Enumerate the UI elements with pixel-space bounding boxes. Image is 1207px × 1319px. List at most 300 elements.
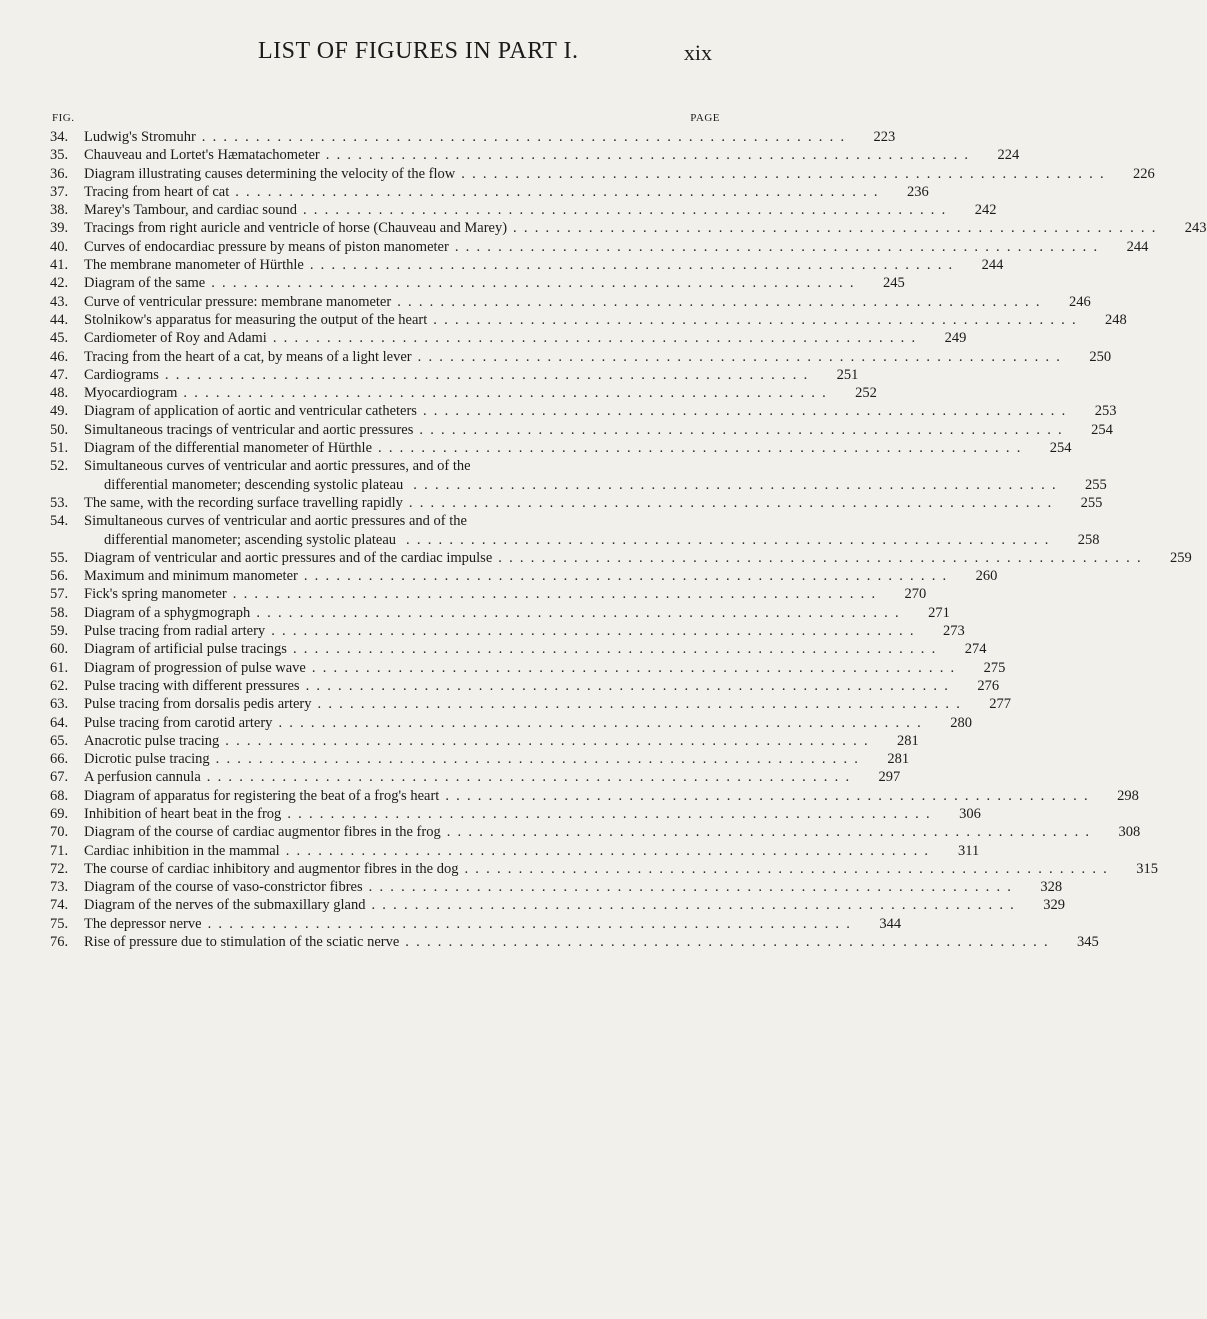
dot-leader: ............................................................: [433, 311, 1083, 328]
figure-entry-body: [84, 677, 999, 695]
figure-title-line: [84, 421, 1113, 439]
figure-number: 69.: [50, 805, 69, 822]
figure-entry: [50, 256, 1004, 274]
figure-entry: [50, 457, 1107, 494]
figure-entry: [50, 695, 1012, 713]
figure-entry: [50, 366, 859, 384]
figure-number: 47.: [50, 366, 69, 383]
figure-entry: [50, 659, 1006, 677]
figure-number: 66.: [50, 751, 69, 768]
figure-entry-body: [84, 512, 1100, 549]
dot-leader: ............................................................: [303, 568, 954, 585]
figure-title-line: [84, 622, 965, 640]
figure-title-line: [84, 165, 1155, 183]
figure-title: Pulse tracing with different pressures: [84, 677, 300, 694]
figure-number: 46.: [50, 348, 69, 365]
figure-page-ref: 246: [1068, 293, 1091, 310]
figure-page-ref: 255: [1085, 476, 1107, 493]
figure-page-ref: 306: [959, 805, 981, 822]
figure-title-line: [84, 531, 1100, 549]
figure-page-ref: 311: [958, 842, 980, 859]
figure-entry: [50, 823, 1141, 841]
figure-page-ref: 297: [878, 769, 901, 786]
dot-leader: ............................................................: [287, 805, 937, 822]
figure-number: 74.: [50, 897, 69, 914]
figure-title: Diagram of the same: [84, 275, 206, 292]
figure-page-ref: 254: [1091, 421, 1113, 438]
dot-leader: ............................................................: [206, 769, 857, 786]
figure-entry: [50, 842, 980, 860]
figure-entry-body: [84, 842, 979, 860]
figure-number: 61.: [50, 659, 69, 676]
figure-title-line: [84, 219, 1207, 237]
figure-entry: [50, 183, 929, 201]
dot-leader: ............................................................: [498, 549, 1148, 566]
figure-entry-body: [84, 878, 1062, 896]
figure-entry: [50, 549, 1192, 567]
figure-number: 38.: [50, 202, 69, 219]
figure-number: 53.: [50, 494, 69, 511]
dot-leader: ............................................................: [164, 366, 815, 383]
figure-number: 45.: [50, 330, 69, 347]
figure-page-ref: 251: [836, 366, 859, 383]
figure-page-ref: 274: [964, 641, 987, 658]
figure-number: 52.: [50, 458, 69, 475]
figure-title: Diagram of the course of vaso-constrictor fibres: [84, 879, 363, 896]
figure-number: 42.: [50, 275, 69, 292]
figure-number: 71.: [50, 842, 69, 859]
dot-leader: ............................................................: [235, 183, 885, 200]
figure-title: Diagram of progression of pulse wave: [84, 659, 306, 676]
figure-title: A perfusion cannula: [84, 769, 201, 786]
figure-entry: [50, 604, 950, 622]
figure-number: 72.: [50, 860, 69, 877]
figure-entry: [50, 933, 1099, 951]
dot-leader: ............................................................: [378, 440, 1028, 457]
figure-title-line: [84, 311, 1127, 329]
dot-leader: ............................................................: [397, 293, 1047, 310]
figure-title-line: [84, 695, 1011, 713]
dot-leader: ............................................................: [225, 732, 875, 749]
figure-title-line: [84, 915, 901, 933]
figure-page-ref: 271: [928, 604, 950, 621]
figure-number: 62.: [50, 677, 69, 694]
figure-title: Dicrotic pulse tracing: [84, 751, 210, 768]
figure-entry-body: [84, 421, 1113, 439]
figure-title-line: [84, 476, 1107, 494]
figure-entry-body: [84, 219, 1207, 237]
figure-entry: [50, 219, 1207, 237]
figure-page-ref: 276: [977, 677, 1000, 694]
figure-title: Fick's spring manometer: [84, 586, 227, 603]
figure-entry: [50, 585, 927, 603]
dot-leader: ............................................................: [272, 330, 923, 347]
figure-page-ref: 250: [1089, 348, 1112, 365]
figure-entry-body: [84, 787, 1139, 805]
figure-list: [50, 128, 1207, 951]
figure-title-line: [84, 457, 1107, 475]
figure-title: Diagram of the nerves of the submaxillary gland: [84, 897, 366, 914]
dot-leader: ............................................................: [211, 275, 861, 292]
dot-leader: ............................................................: [422, 403, 1073, 420]
figure-entry-body: [84, 366, 858, 384]
figure-number: 67.: [50, 769, 69, 786]
figure-page-ref: 224: [997, 147, 1020, 164]
dot-leader: ............................................................: [454, 238, 1105, 255]
figure-number: 70.: [50, 824, 69, 841]
figure-number: 76.: [50, 934, 69, 951]
figure-entry: [50, 677, 1000, 695]
figure-entry: [50, 714, 972, 732]
figure-title-line: [84, 604, 950, 622]
figure-number: 60.: [50, 641, 69, 658]
figure-page-ref: 236: [906, 183, 929, 200]
dot-leader: ............................................................: [513, 220, 1163, 237]
figure-page-ref: 298: [1117, 787, 1139, 804]
figure-page-ref: 260: [975, 568, 998, 585]
figure-number: 64.: [50, 714, 69, 731]
figure-title: Cardiac inhibition in the mammal: [84, 842, 280, 859]
figure-entry-body: [84, 238, 1148, 256]
figure-title-line: [84, 439, 1072, 457]
figure-title-line: [84, 146, 1019, 164]
figure-number: 43.: [50, 293, 69, 310]
figure-title: Tracing from heart of cat: [84, 183, 230, 200]
figure-title-line: [84, 878, 1062, 896]
figure-title: Diagram of the course of cardiac augmentor fibres in the frog: [84, 824, 441, 841]
figure-entry: [50, 201, 997, 219]
dot-leader: ............................................................: [232, 586, 883, 603]
dot-leader: ............................................................: [408, 494, 1059, 511]
figure-entry-body: [84, 823, 1140, 841]
dot-leader: ............................................................: [207, 915, 858, 932]
figure-title-line: [84, 348, 1111, 366]
figure-entry-body: [84, 768, 900, 786]
figure-entry: [50, 768, 901, 786]
dot-leader: ............................................................: [215, 751, 866, 768]
running-head-title: LIST OF FIGURES IN PART I.: [258, 38, 579, 64]
dot-leader: ............................................................: [325, 147, 976, 164]
figure-title-line: [84, 402, 1116, 420]
figure-title-line: [84, 659, 1005, 677]
figure-entry-body: [84, 183, 929, 201]
figure-page-ref: 315: [1136, 860, 1158, 877]
figure-page-ref: 328: [1040, 879, 1063, 896]
figure-entry-body: [84, 165, 1155, 183]
figure-title-line: [84, 238, 1148, 256]
figure-number: 55.: [50, 549, 69, 566]
figure-entry: [50, 512, 1100, 549]
dot-leader: ............................................................: [278, 714, 928, 731]
figure-page-ref: 345: [1077, 934, 1099, 951]
figure-title: differential manometer; ascending systolic plateau: [104, 531, 397, 548]
figure-entry: [50, 787, 1139, 805]
figure-entry: [50, 348, 1112, 366]
figure-title-line: [84, 567, 997, 585]
dot-leader: ............................................................: [285, 842, 936, 859]
figure-entry-body: [84, 128, 895, 146]
figure-title-line: [84, 860, 1158, 878]
dot-leader: ............................................................: [445, 787, 1095, 804]
figure-number: 48.: [50, 385, 69, 402]
figure-entry: [50, 274, 905, 292]
figure-title: Rise of pressure due to stimulation of the sciatic nerve: [84, 934, 400, 951]
figure-entry: [50, 750, 910, 768]
figure-title-line: [84, 329, 966, 347]
dot-leader: ............................................................: [201, 129, 852, 145]
figure-entry: [50, 293, 1091, 311]
figure-entry: [50, 805, 981, 823]
figure-title-line: [84, 549, 1192, 567]
figure-entry-body: [84, 384, 877, 402]
figure-number: 63.: [50, 696, 69, 713]
figure-page-ref: 244: [981, 257, 1004, 274]
figure-title-line: [84, 933, 1099, 951]
figure-page-ref: 249: [944, 330, 967, 347]
figure-title-line: [84, 750, 909, 768]
figure-title-line: [84, 823, 1140, 841]
dot-leader: ............................................................: [405, 934, 1055, 951]
figure-page-ref: 248: [1105, 311, 1127, 328]
figure-title: Tracing from the heart of a cat, by means of a light lever: [84, 348, 412, 365]
figure-page-ref: 281: [897, 732, 919, 749]
figure-page-ref: 253: [1094, 403, 1117, 420]
figure-title: Inhibition of heart beat in the frog: [84, 805, 282, 822]
figure-entry: [50, 878, 1063, 896]
figure-title-line: [84, 384, 877, 402]
figure-title: Pulse tracing from carotid artery: [84, 714, 273, 731]
figure-entry: [50, 896, 1065, 914]
figure-entry-body: [84, 402, 1116, 420]
figure-title: Simultaneous tracings of ventricular and aortic pressures: [84, 421, 414, 438]
figure-entry: [50, 311, 1127, 329]
figure-title: Diagram illustrating causes determining the velocity of the flow: [84, 165, 456, 182]
dot-leader: ............................................................: [292, 641, 943, 658]
figure-title: Cardiometer of Roy and Adami: [84, 330, 267, 347]
figure-title-line: [84, 183, 929, 201]
figure-title: Cardiograms: [84, 366, 159, 383]
figure-entry-body: [84, 604, 950, 622]
figure-page-ref: 308: [1118, 824, 1141, 841]
figure-number: 65.: [50, 732, 69, 749]
figure-entry: [50, 439, 1072, 457]
figure-title-line: [84, 256, 1003, 274]
figure-entry-body: [84, 695, 1011, 713]
figure-page-ref: 243: [1184, 220, 1207, 237]
dot-leader: ............................................................: [311, 659, 962, 676]
dot-leader: ............................................................: [461, 165, 1111, 182]
figure-title-line: [84, 732, 919, 750]
figure-title: Stolnikow's apparatus for measuring the output of the heart: [84, 311, 428, 328]
figure-page-ref: 273: [942, 623, 965, 640]
figure-title: Marey's Tambour, and cardiac sound: [84, 202, 297, 219]
figure-number: 68.: [50, 787, 69, 804]
figure-page-ref: 244: [1126, 238, 1149, 255]
figure-title: Pulse tracing from dorsalis pedis artery: [84, 696, 312, 713]
dot-leader: ............................................................: [446, 824, 1097, 841]
figure-page-ref: 259: [1170, 549, 1192, 566]
figure-title-line: [84, 512, 1100, 530]
figure-title: Pulse tracing from radial artery: [84, 623, 266, 640]
figure-number: 49.: [50, 403, 69, 420]
figure-page-ref: 258: [1077, 531, 1100, 548]
figure-entry-body: [84, 750, 909, 768]
figure-title: Tracings from right auricle and ventricle of horse (Chauveau and Marey): [84, 220, 508, 237]
figure-page-ref: 255: [1080, 494, 1103, 511]
figure-title: Ludwig's Stromuhr: [84, 129, 196, 145]
fig-column-heading: FIG.: [52, 112, 75, 124]
figure-page-ref: 254: [1049, 440, 1072, 457]
figure-title: Diagram of a sphygmograph: [84, 604, 251, 621]
figure-entry-body: [84, 549, 1192, 567]
figure-entry-body: [84, 439, 1072, 457]
figure-title-line: [84, 585, 926, 603]
dot-leader: ............................................................: [271, 623, 921, 640]
figure-title: Maximum and minimum manometer: [84, 568, 298, 585]
figure-page-ref: 245: [882, 275, 905, 292]
figure-entry-body: [84, 494, 1102, 512]
figure-page-ref: 252: [855, 385, 877, 402]
figure-title-line: [84, 128, 895, 146]
figure-entry: [50, 165, 1155, 183]
dot-leader: ............................................................: [317, 696, 968, 713]
figure-entry: [50, 494, 1103, 512]
dot-leader: ............................................................: [302, 202, 953, 219]
figure-number: 56.: [50, 568, 69, 585]
figure-entry-body: [84, 311, 1127, 329]
figure-entry-body: [84, 293, 1091, 311]
figure-entry-body: [84, 915, 901, 933]
figure-page-ref: 223: [873, 129, 896, 145]
figure-page-ref: 277: [989, 696, 1012, 713]
figure-title-line: [84, 842, 979, 860]
dot-leader: ............................................................: [464, 860, 1114, 877]
figure-entry-body: [84, 640, 986, 658]
dot-leader: ............................................................: [371, 897, 1021, 914]
figure-entry: [50, 915, 902, 933]
figure-entry-body: [84, 896, 1065, 914]
figure-number: 51.: [50, 440, 69, 457]
figure-number: 57.: [50, 586, 69, 603]
figure-title: Diagram of ventricular and aortic pressures and of the cardiac impulse: [84, 549, 493, 566]
figure-title-line: [84, 787, 1139, 805]
figure-title: Myocardiogram: [84, 385, 178, 402]
figure-page-ref: 344: [879, 915, 902, 932]
figure-title-line: [84, 768, 900, 786]
figure-title: Curve of ventricular pressure: membrane manometer: [84, 293, 392, 310]
figure-title: The same, with the recording surface travelling rapidly: [84, 494, 403, 511]
figure-title: The depressor nerve: [84, 915, 202, 932]
figure-entry: [50, 238, 1149, 256]
figure-number: 37.: [50, 183, 69, 200]
figure-entry: [50, 128, 896, 146]
figure-number: 50.: [50, 421, 69, 438]
figure-entry: [50, 567, 998, 585]
figure-title: Diagram of apparatus for registering the beat of a frog's heart: [84, 787, 440, 804]
figure-title: Chauveau and Lortet's Hæmatachometer: [84, 147, 320, 164]
figure-title: Diagram of application of aortic and ventricular catheters: [84, 403, 417, 420]
figure-number: 75.: [50, 915, 69, 932]
figure-entry-body: [84, 567, 997, 585]
figure-entry: [50, 329, 967, 347]
figure-entry: [50, 384, 877, 402]
dot-leader: ............................................................: [183, 385, 833, 402]
figure-page-ref: 329: [1043, 897, 1065, 914]
figure-title: Simultaneous curves of ventricular and aortic pressures and of the: [84, 513, 467, 530]
figure-page-ref: 280: [950, 714, 972, 731]
figure-number: 58.: [50, 604, 69, 621]
figure-entry-body: [84, 256, 1003, 274]
figure-title: Diagram of artificial pulse tracings: [84, 641, 287, 658]
dot-leader: ............................................................: [256, 604, 906, 621]
figure-entry-body: [84, 933, 1099, 951]
figure-title: Simultaneous curves of ventricular and aortic pressures, and of the: [84, 458, 471, 475]
figure-title-line: [84, 896, 1065, 914]
figure-number: 40.: [50, 238, 69, 255]
figure-number: 54.: [50, 513, 69, 530]
figure-entry: [50, 732, 919, 750]
figure-entry-body: [84, 329, 966, 347]
figure-title-line: [84, 677, 999, 695]
figure-title-line: [84, 201, 996, 219]
dot-leader: ............................................................: [309, 257, 960, 274]
figure-page-ref: 242: [974, 202, 997, 219]
figure-entry-body: [84, 659, 1005, 677]
dot-leader: ............................................................: [406, 531, 1056, 548]
figure-title-line: [84, 805, 981, 823]
figure-title-line: [84, 366, 858, 384]
figure-title-line: [84, 714, 972, 732]
figure-number: 73.: [50, 879, 69, 896]
dot-leader: ............................................................: [419, 421, 1069, 438]
figure-entry-body: [84, 585, 926, 603]
dot-leader: ............................................................: [413, 476, 1063, 493]
figure-title: The course of cardiac inhibitory and augmentor fibres in the dog: [84, 860, 459, 877]
figure-entry-body: [84, 274, 905, 292]
figure-entry-body: [84, 146, 1019, 164]
figure-entry-body: [84, 201, 996, 219]
figure-title: differential manometer; descending systolic plateau: [104, 476, 404, 493]
figure-entry-body: [84, 457, 1107, 494]
figure-entry-body: [84, 805, 981, 823]
figure-entry-body: [84, 348, 1111, 366]
figure-title-line: [84, 640, 986, 658]
page-number: xix: [683, 40, 712, 65]
figure-page-ref: 226: [1133, 165, 1155, 182]
figure-number: 44.: [50, 311, 69, 328]
figure-title-line: [84, 274, 905, 292]
dot-leader: ............................................................: [368, 879, 1019, 896]
figure-number: 35.: [50, 147, 69, 164]
figure-entry: [50, 146, 1020, 164]
figure-title: The membrane manometer of Hürthle: [84, 257, 304, 274]
figure-number: 36.: [50, 165, 69, 182]
figure-entry: [50, 640, 987, 658]
figure-title: Anacrotic pulse tracing: [84, 732, 220, 749]
figure-number: 59.: [50, 623, 69, 640]
figure-entry: [50, 622, 965, 640]
figure-number: 41.: [50, 257, 69, 274]
figure-title: Diagram of the differential manometer of Hürthle: [84, 440, 373, 457]
figure-title-line: [84, 494, 1102, 512]
figure-entry: [50, 421, 1113, 439]
figure-title-line: [84, 293, 1091, 311]
dot-leader: ............................................................: [305, 677, 956, 694]
figure-number: 34.: [50, 129, 69, 145]
figure-page-ref: 281: [887, 751, 910, 768]
figure-page-ref: 270: [904, 586, 927, 603]
figure-entry-body: [84, 622, 965, 640]
